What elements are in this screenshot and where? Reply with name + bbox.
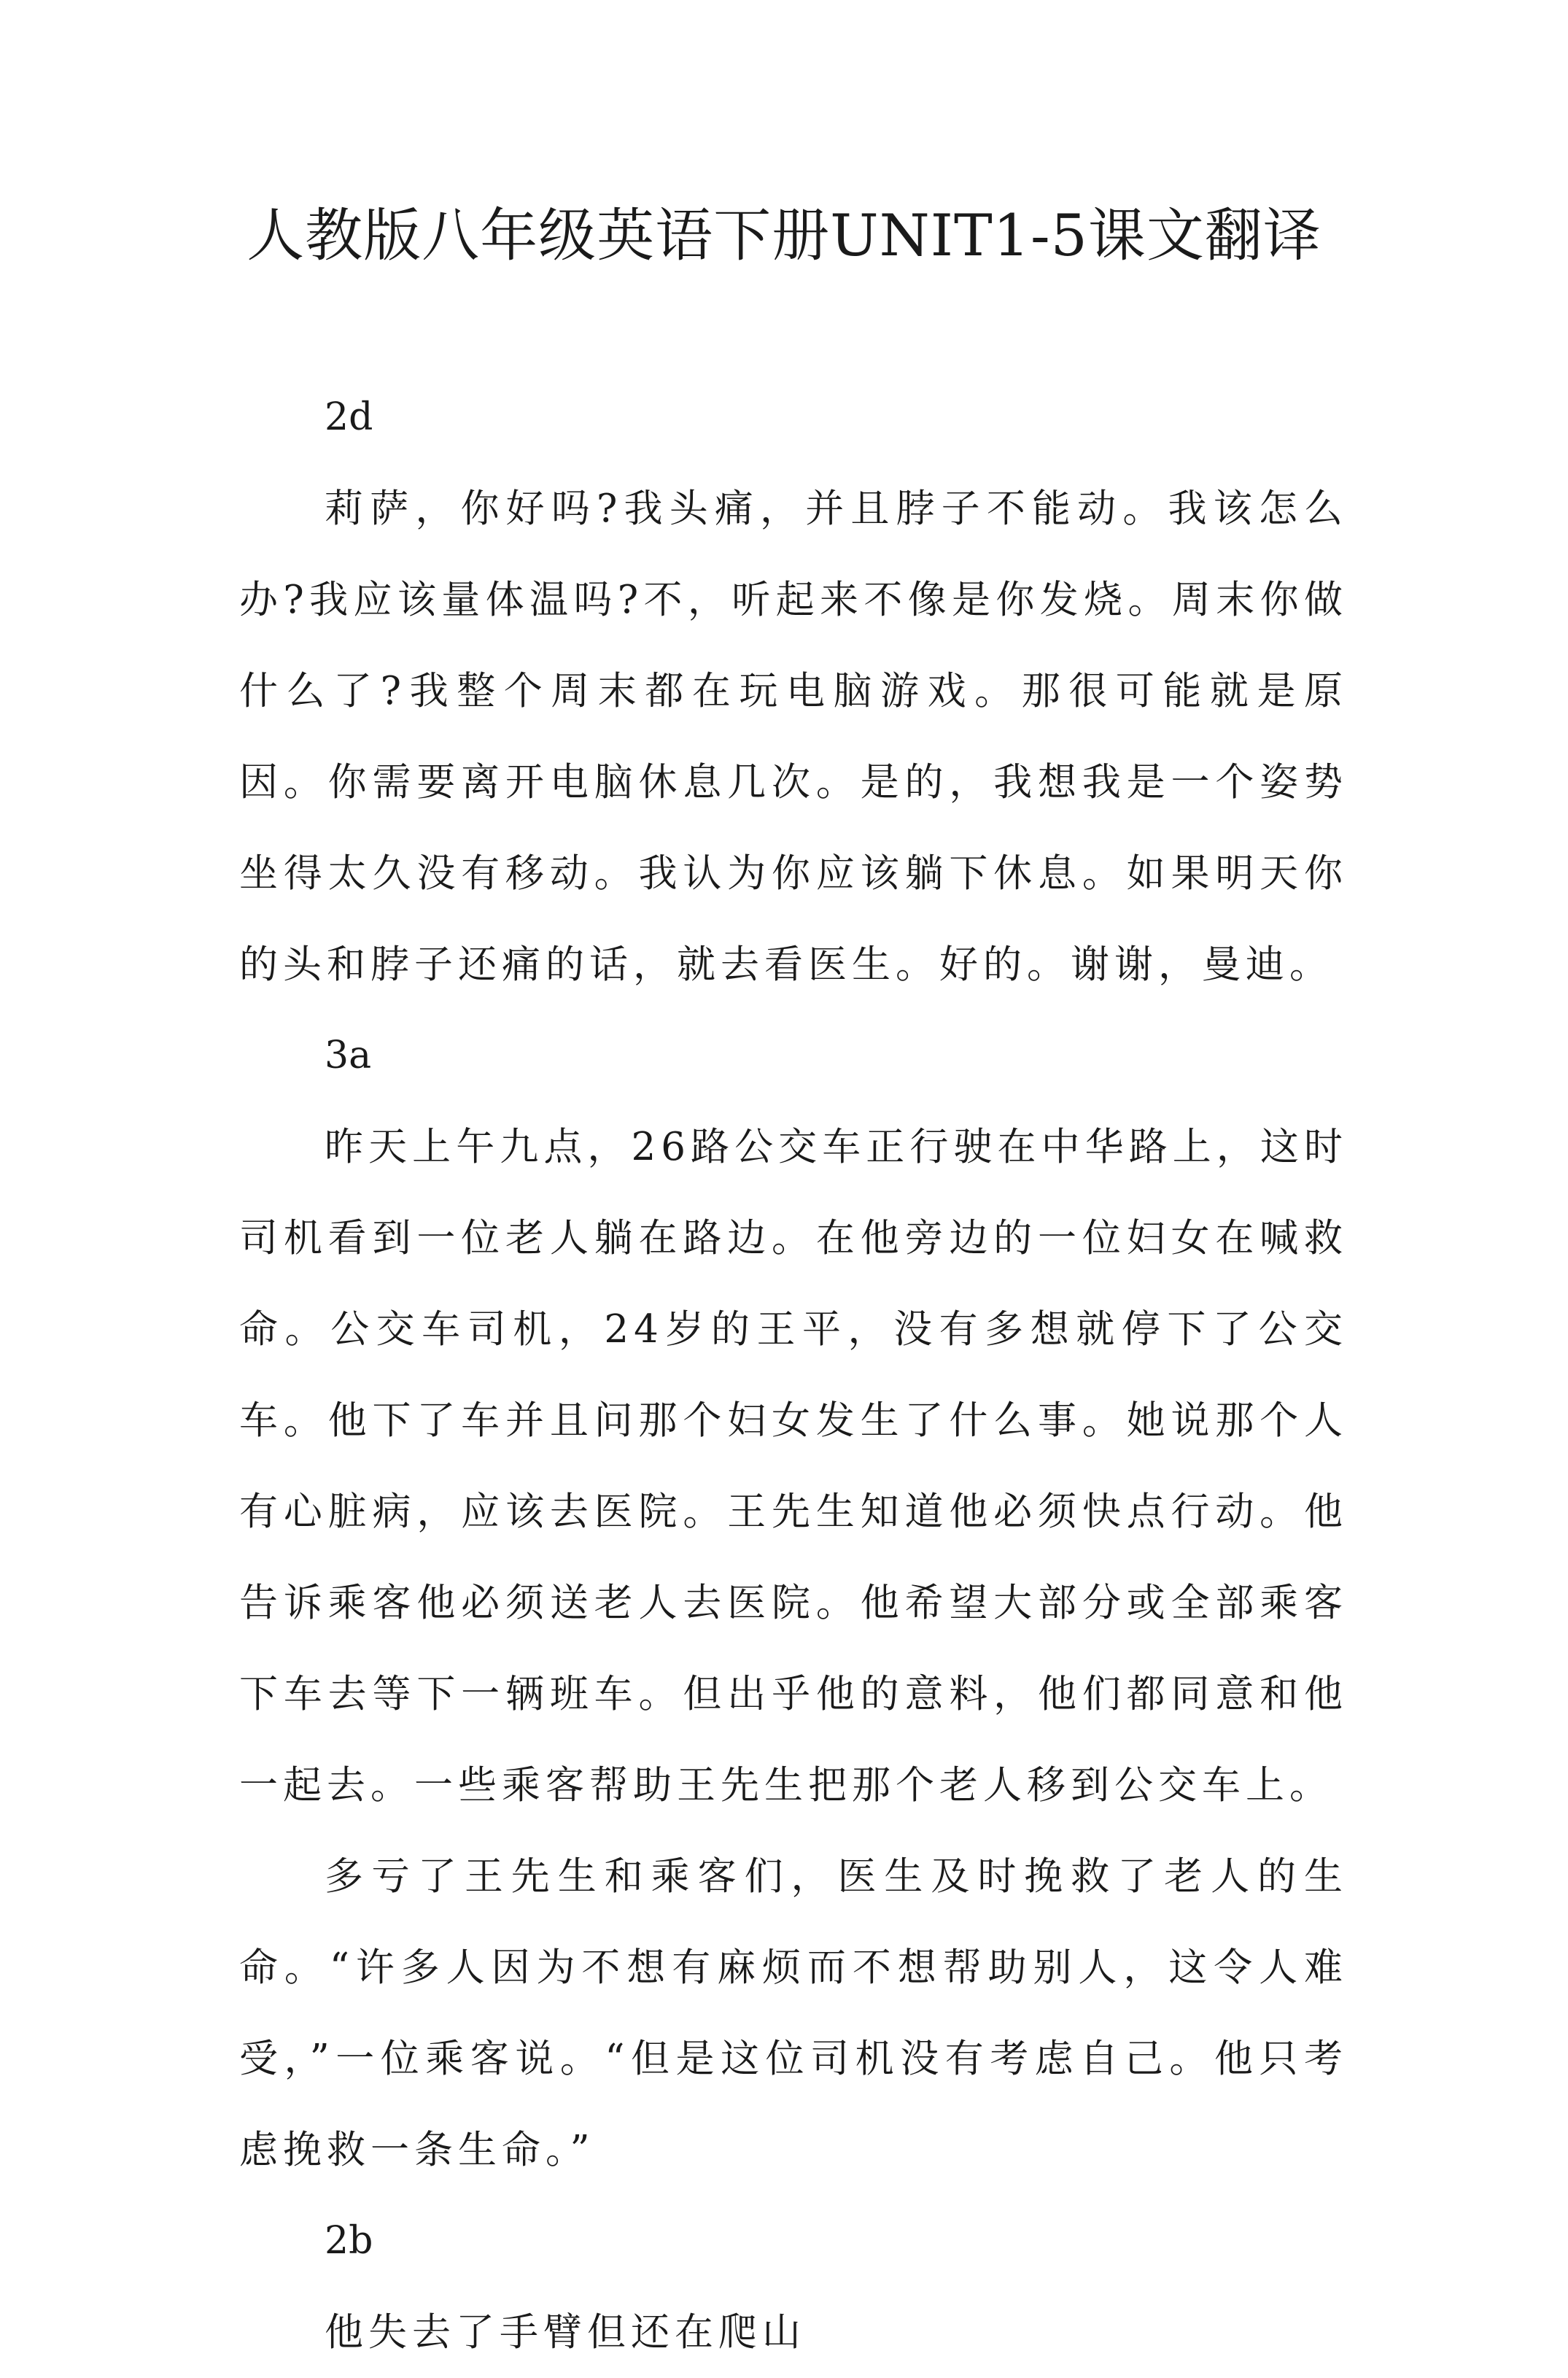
section-label: 2b: [325, 2219, 373, 2263]
section-label: 2d: [325, 395, 373, 439]
document-body: [239, 372, 1348, 2378]
section-label: 3a: [325, 1034, 372, 1077]
paragraph: 多亏了王先生和乘客们，医生及时挽救了老人的生命。“许多人因为不想有麻烦而不想帮助别人，这令人难受，”一位乘客说。“但是这位司机没有考虑自己。他只考虑挽救一条生命。”: [239, 1854, 1348, 2172]
document-title: 人教版八年级英语下册UNIT1-5课文翻译: [247, 202, 1321, 269]
paragraph: 莉萨，你好吗?我头痛，并且脖子不能动。我该怎么办?我应该量体温吗?不，听起来不像是你发烧。周末你做什么了?我整个周末都在玩电脑游戏。那很可能就是原因。你需要离开电脑休息几次。是的，我想我是一个姿势坐得太久没有移动。我认为你应该躺下休息。如果明天你的头和脖子还痛的话，就去看医生。好的。谢谢，曼迪。: [239, 487, 1348, 987]
paragraph: 昨天上午九点，26路公交车正行驶在中华路上，这时司机看到一位老人躺在路边。在他旁边的一位妇女在喊救命。公交车司机，24岁的王平，没有多想就停下了公交车。他下了车并且问那个妇女发生了什么事。她说那个人有心脏病，应该去医院。王先生知道他必须快点行动。他告诉乘客他必须送老人去医院。他希望大部分或全部乘客下车去等下一辆班车。但出乎他的意料，他们都同意和他一起去。一些乘客帮助王先生把那个老人移到公交车上。: [239, 1125, 1348, 1808]
paragraph: 他失去了手臂但还在爬山: [325, 2310, 806, 2355]
